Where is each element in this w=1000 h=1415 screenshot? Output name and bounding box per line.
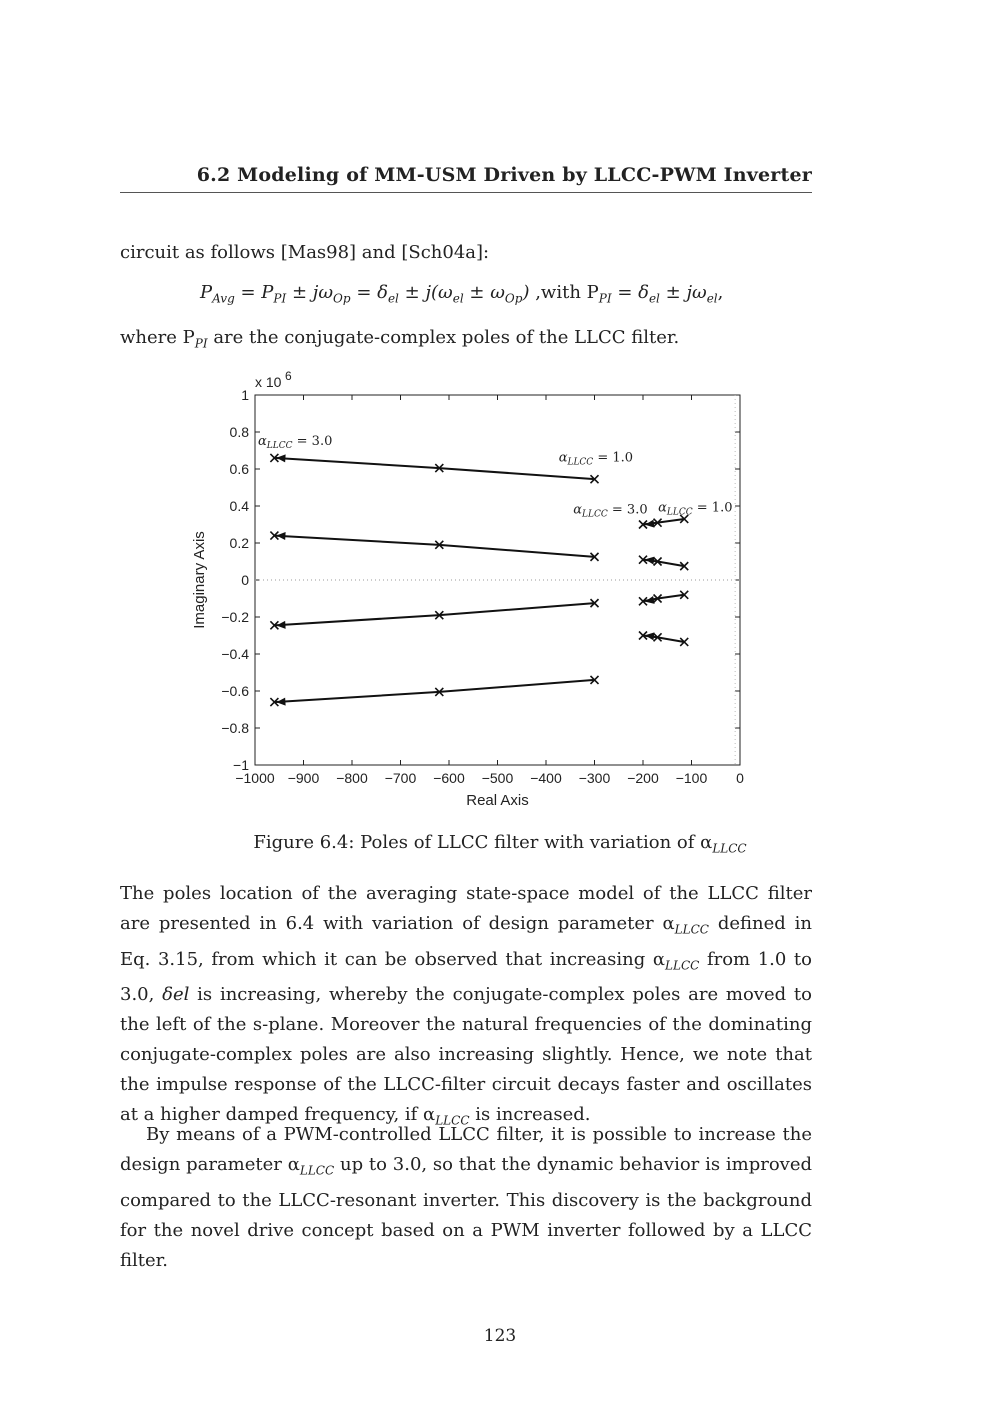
intro-line: circuit as follows [Mas98] and [Sch04a]:	[120, 242, 490, 263]
p1-s1: The poles location of the averaging state-space model of the LLCC filter are presented in 6.4 with variation of design parameter α	[120, 883, 812, 934]
p2-s1: By means of a PWM-controlled LLCC filter, it is possible to increase the design parameter α	[120, 1124, 812, 1175]
caption-text: Figure 6.4: Poles of LLCC filter with variation of α	[253, 832, 713, 853]
eq-end: ,	[717, 282, 724, 303]
annotation-symbol: α	[558, 450, 568, 466]
eq-part2: ± jω	[291, 282, 334, 303]
p1-s1-sub: LLCC	[674, 922, 709, 937]
figure-caption	[0, 832, 1000, 856]
eq-part4: ± j(ω	[404, 282, 453, 303]
y-tick-label: −1	[233, 757, 249, 773]
annotation-symbol: α	[658, 500, 667, 516]
eq-part4-sub: el	[452, 291, 464, 306]
p1-s2-sub: LLCC	[665, 958, 700, 973]
p2-s1-sub: LLCC	[299, 1163, 335, 1178]
page-number: 123	[483, 1326, 517, 1346]
eq-part7-sub: el	[648, 291, 660, 306]
where-sub: PI	[194, 336, 208, 351]
y-tick-label: −0.6	[221, 683, 249, 699]
x-tick-label: −900	[287, 770, 320, 786]
x-tick-label: −400	[530, 770, 562, 786]
eq-part3: = δ	[356, 282, 388, 303]
header-title: 6.2 Modeling of MM-USM Driven by LLCC-PWM Inverter	[196, 164, 812, 186]
x-tick-label: −1000	[235, 770, 275, 786]
x-tick-label: −300	[578, 770, 611, 786]
annotation-value: = 1.0	[593, 450, 634, 466]
pole-trajectory	[274, 458, 594, 479]
y-tick-label: 0.4	[229, 498, 249, 514]
y-tick-label: 0.8	[229, 424, 249, 440]
alpha-annotation	[573, 502, 647, 519]
p1-s5: is increased.	[475, 1104, 591, 1126]
y-exponent-value: 6	[285, 369, 292, 383]
x-tick-label: 0	[736, 770, 744, 786]
eq-part8-sub: el	[706, 291, 718, 306]
y-tick-label: 0	[241, 572, 249, 588]
eq-part5-sub: Op	[504, 291, 523, 306]
eq-part6: )	[522, 282, 530, 303]
p1-s3: from 1.0 to 3.0,	[120, 948, 813, 1006]
p1-s4: is increasing, whereby the conjugate-complex poles are moved to the left of the s-plane. Moreover the natural frequencies of the dominating conjugate-complex poles are also increasing slightly. Hence, we note that the impulse response of the LLCC-filter circuit decays faster and oscillates at a higher damped frequency, if α	[120, 984, 812, 1126]
eq-part1-sub: PI	[273, 291, 287, 306]
eq-part3-sub: el	[387, 291, 399, 306]
pole-trajectory	[274, 536, 594, 557]
eq-lhs: P	[200, 282, 213, 303]
paragraph-2	[120, 1120, 812, 1276]
annotation-sub: LLCC	[266, 440, 293, 451]
x-tick-label: −100	[675, 770, 708, 786]
x-tick-label: −700	[384, 770, 417, 786]
x-tick-label: −200	[627, 770, 659, 786]
y-tick-label: 1	[241, 387, 249, 403]
p1-s4-sub: LLCC	[435, 1113, 470, 1128]
annotation-sub: LLCC	[666, 507, 693, 518]
caption-sub: LLCC	[712, 841, 747, 856]
annotation-value: = 1.0	[692, 500, 733, 516]
annotation-symbol: α	[573, 502, 583, 518]
pole-equation	[200, 282, 723, 306]
running-header	[120, 164, 812, 193]
eq-lhs-sub: Avg	[212, 291, 235, 306]
eq-with-sub: PI	[598, 291, 612, 306]
p1-s2: defined in Eq. 3.15, from which it can be observed that increasing α	[120, 913, 812, 970]
pole-zero-chart	[180, 365, 760, 815]
pole-trajectory	[274, 680, 594, 702]
x-axis-label: Real Axis	[466, 792, 529, 809]
where-line	[120, 323, 812, 359]
pole-trajectory	[274, 603, 594, 625]
eq-with: ,with P	[535, 282, 599, 303]
p2-s2: up to 3.0, so that the dynamic behavior is improved compared to the LLCC-resonant inverter. This discovery is the background for the novel drive concept based on a PWM inverter followed by a LLCC filter.	[120, 1154, 812, 1271]
paragraph-1	[120, 879, 812, 1136]
y-tick-label: −0.2	[221, 609, 249, 625]
x-tick-label: −600	[433, 770, 465, 786]
y-axis-label: Imaginary Axis	[191, 531, 208, 629]
eq-part8: ± jω	[665, 282, 707, 303]
eq-part2-sub: Op	[333, 291, 351, 306]
annotation-sub: LLCC	[567, 457, 594, 468]
where-pre: where P	[120, 327, 195, 348]
alpha-annotation	[658, 501, 732, 518]
alpha-annotation	[559, 451, 633, 468]
x-tick-label: −800	[336, 770, 368, 786]
where-post: are the conjugate-complex poles of the LLCC filter.	[213, 327, 680, 348]
annotation-value: = 3.0	[292, 433, 333, 449]
intro-text	[120, 238, 812, 268]
y-tick-label: −0.4	[221, 646, 249, 662]
y-tick-label: −0.8	[221, 720, 249, 736]
annotation-sub: LLCC	[582, 509, 608, 520]
y-tick-label: 0.2	[229, 535, 249, 551]
x-tick-label: −500	[481, 770, 514, 786]
y-exponent-label: x 10	[255, 374, 282, 390]
annotation-symbol: α	[258, 433, 267, 449]
eq-part1: = P	[240, 282, 274, 303]
annotation-value: = 3.0	[607, 502, 648, 518]
eq-part7: = δ	[617, 282, 649, 303]
y-tick-label: 0.6	[229, 461, 249, 477]
eq-part5: ± ω	[469, 282, 505, 303]
p1-s3-math: δel	[162, 984, 190, 1006]
alpha-annotation	[258, 434, 332, 451]
